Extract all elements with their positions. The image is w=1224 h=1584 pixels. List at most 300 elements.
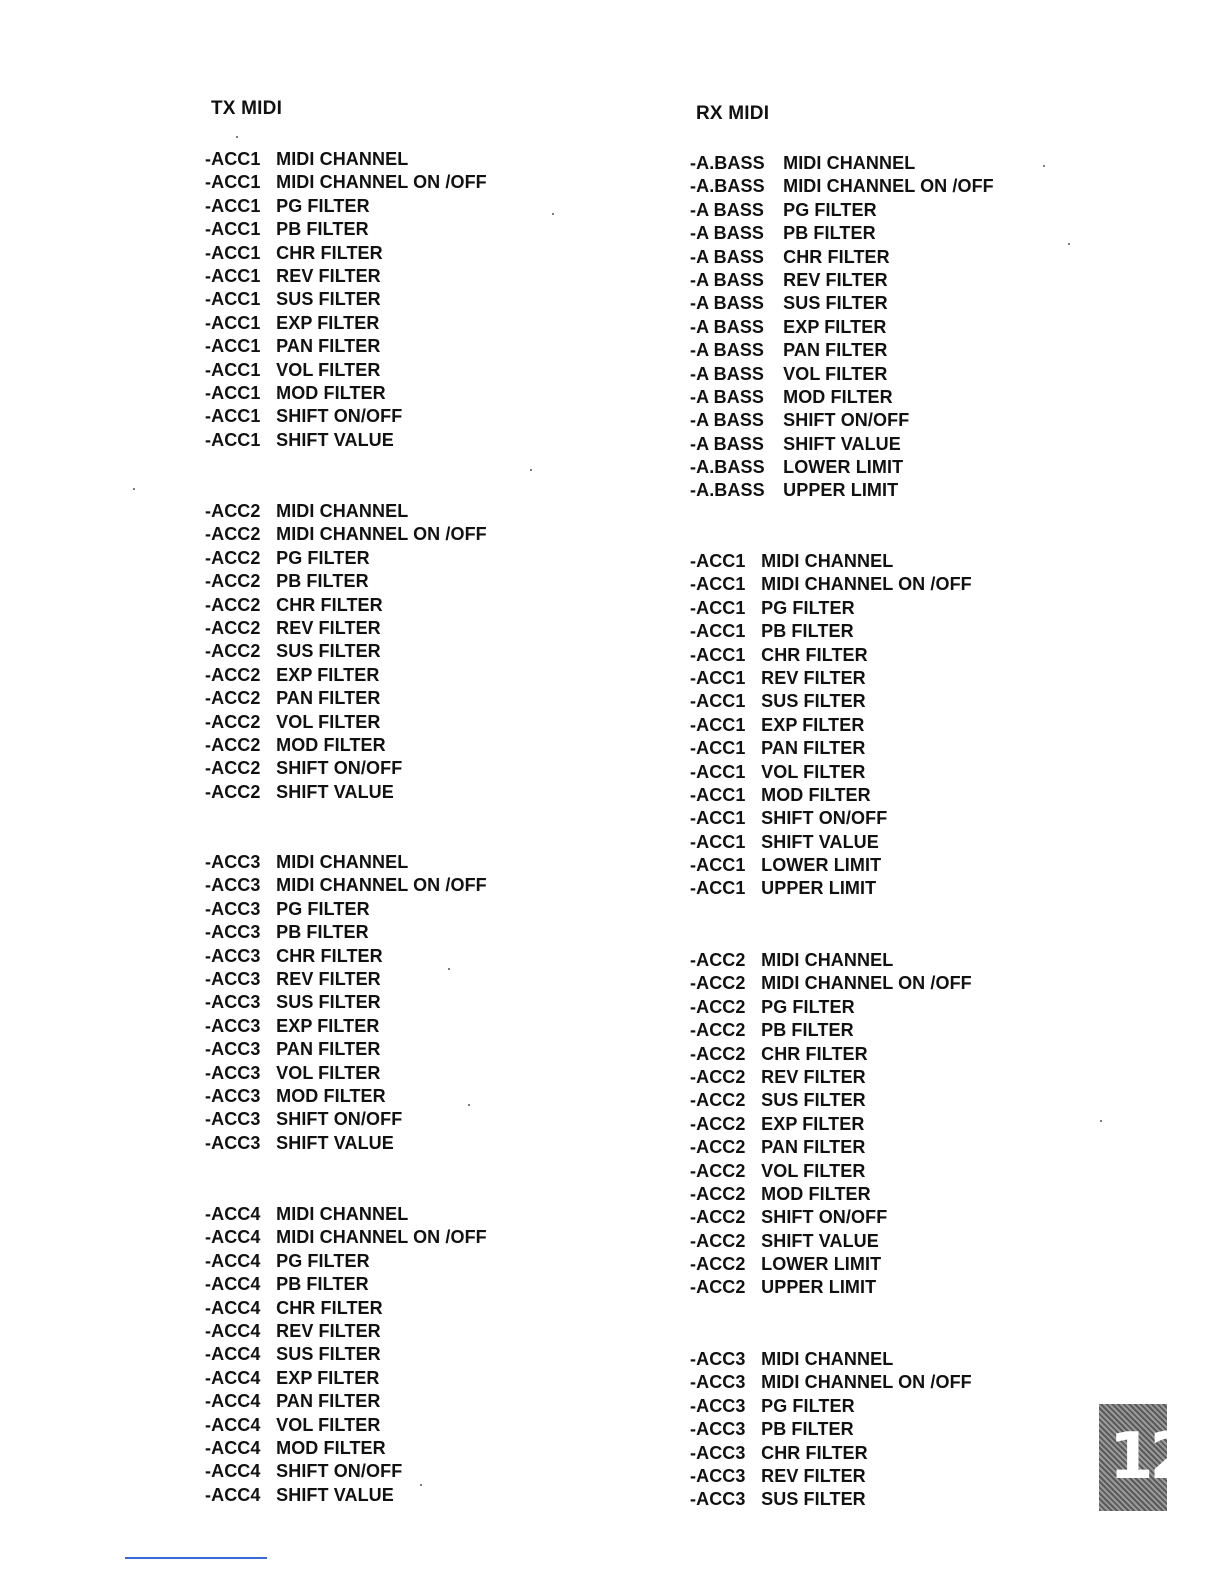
parameter-name: VOL FILTER	[276, 359, 381, 380]
parameter-name: EXP FILTER	[761, 1113, 865, 1134]
parameter-list-item	[690, 246, 994, 269]
parameter-name: PAN FILTER	[276, 688, 381, 709]
rx-group-acc3	[690, 1348, 972, 1512]
scan-speck	[552, 213, 554, 215]
parameter-part-prefix: -ACC3	[690, 1372, 746, 1393]
parameter-name: EXP FILTER	[276, 312, 380, 333]
parameter-name: PG FILTER	[761, 1395, 855, 1416]
parameter-list-item	[690, 1442, 972, 1465]
parameter-list-item	[690, 1136, 972, 1159]
parameter-list-item	[205, 664, 487, 687]
parameter-name: PB FILTER	[276, 219, 369, 240]
parameter-name: MIDI CHANNEL ON /OFF	[761, 973, 972, 994]
parameter-list-item	[205, 1250, 487, 1273]
parameter-list-item	[205, 265, 487, 288]
parameter-name: VOL FILTER	[761, 761, 866, 782]
parameter-name: SUS FILTER	[761, 1489, 866, 1510]
parameter-list-item	[690, 690, 972, 713]
parameter-part-prefix: -ACC1	[205, 359, 261, 380]
parameter-list-item	[205, 405, 487, 428]
parameter-name: MIDI CHANNEL	[276, 149, 409, 169]
parameter-name: PG FILTER	[783, 199, 877, 220]
parameter-name: SUS FILTER	[761, 691, 866, 712]
parameter-list-item	[690, 456, 994, 479]
parameter-part-prefix: -ACC2	[690, 1160, 746, 1181]
parameter-part-prefix: -ACC1	[690, 691, 746, 712]
parameter-part-prefix: -ACC3	[690, 1489, 746, 1510]
parameter-list-item	[690, 1348, 972, 1371]
parameter-name: MIDI CHANNEL	[276, 501, 409, 521]
tx-group-acc4	[205, 1203, 487, 1507]
parameter-name: CHR FILTER	[276, 594, 383, 615]
parameter-part-prefix: -A BASS	[690, 340, 765, 361]
scan-speck	[1100, 1120, 1102, 1122]
parameter-part-prefix: -ACC2	[690, 1113, 746, 1134]
parameter-part-prefix: -ACC1	[205, 289, 261, 310]
parameter-part-prefix: -ACC4	[205, 1414, 261, 1435]
parameter-part-prefix: -ACC3	[205, 852, 261, 872]
parameter-part-prefix: -ACC1	[690, 855, 746, 876]
parameter-name: MOD FILTER	[276, 382, 386, 403]
parameter-name: MIDI CHANNEL ON /OFF	[276, 172, 487, 193]
parameter-list-item	[205, 781, 487, 804]
parameter-name: PB FILTER	[276, 1274, 369, 1295]
parameter-name: UPPER LIMIT	[783, 480, 899, 501]
parameter-list-item	[690, 1066, 972, 1089]
parameter-part-prefix: -ACC3	[205, 968, 261, 989]
parameter-part-prefix: -ACC2	[205, 617, 261, 638]
parameter-name: SHIFT ON/OFF	[276, 406, 403, 427]
parameter-part-prefix: -ACC3	[690, 1419, 746, 1440]
parameter-part-prefix: -ACC3	[205, 1015, 261, 1036]
parameter-list-item	[205, 874, 487, 897]
parameter-list-item	[690, 433, 994, 456]
parameter-name: SHIFT ON/OFF	[761, 1207, 888, 1228]
parameter-name: EXP FILTER	[276, 1015, 380, 1036]
parameter-list-item	[205, 1367, 487, 1390]
parameter-name: PAN FILTER	[276, 336, 381, 357]
parameter-part-prefix: -ACC2	[205, 594, 261, 615]
parameter-list-item	[690, 854, 972, 877]
parameter-list-item	[205, 1085, 487, 1108]
parameter-part-prefix: -A BASS	[690, 316, 765, 337]
parameter-list-item	[205, 594, 487, 617]
parameter-name: REV FILTER	[761, 1465, 866, 1486]
parameter-part-prefix: -ACC1	[205, 265, 261, 286]
parameter-name: EXP FILTER	[783, 316, 887, 337]
parameter-list-item	[205, 945, 487, 968]
parameter-part-prefix: -ACC1	[205, 219, 261, 240]
parameter-part-prefix: -A BASS	[690, 363, 765, 384]
parameter-name: PAN FILTER	[761, 1137, 866, 1158]
parameter-name: PG FILTER	[276, 547, 370, 568]
footer-rule	[125, 1557, 267, 1559]
parameter-part-prefix: -ACC2	[205, 758, 261, 779]
parameter-list-item	[205, 335, 487, 358]
parameter-list-item	[205, 1297, 487, 1320]
parameter-list-item	[205, 312, 487, 335]
parameter-part-prefix: -ACC1	[205, 336, 261, 357]
parameter-name: PAN FILTER	[276, 1039, 381, 1060]
tx-group-acc3	[205, 851, 487, 1155]
scan-speck	[448, 968, 450, 970]
parameter-name: SHIFT VALUE	[276, 1484, 394, 1505]
parameter-name: SUS FILTER	[276, 1344, 381, 1365]
scan-speck	[1043, 165, 1045, 167]
parameter-part-prefix: -ACC2	[205, 664, 261, 685]
parameter-list-item	[205, 1062, 487, 1085]
parameter-part-prefix: -ACC4	[205, 1204, 261, 1224]
tx-midi-heading: TX MIDI	[211, 98, 283, 119]
parameter-name: SHIFT ON/OFF	[276, 1109, 403, 1130]
scan-speck	[1068, 243, 1070, 245]
parameter-part-prefix: -ACC2	[690, 973, 746, 994]
parameter-list-item	[690, 597, 972, 620]
parameter-list-item	[690, 1488, 972, 1511]
parameter-list-item	[690, 1113, 972, 1136]
parameter-name: EXP FILTER	[761, 714, 865, 735]
parameter-name: EXP FILTER	[276, 1367, 380, 1388]
parameter-part-prefix: -ACC2	[205, 781, 261, 802]
page-number-badge: 12	[1099, 1404, 1167, 1511]
parameter-list-item	[690, 386, 994, 409]
parameter-list-item	[690, 737, 972, 760]
parameter-part-prefix: -ACC3	[205, 898, 261, 919]
rx-group-acc2	[690, 949, 972, 1300]
parameter-list-item	[690, 409, 994, 432]
parameter-name: VOL FILTER	[783, 363, 888, 384]
parameter-name: MIDI CHANNEL	[761, 1349, 894, 1369]
parameter-part-prefix: -ACC3	[205, 945, 261, 966]
parameter-part-prefix: -ACC2	[690, 996, 746, 1017]
parameter-list-item	[205, 898, 487, 921]
parameter-name: REV FILTER	[276, 1320, 381, 1341]
parameter-name: SHIFT ON/OFF	[761, 808, 888, 829]
scan-speck	[530, 469, 532, 471]
parameter-part-prefix: -ACC1	[205, 382, 261, 403]
parameter-part-prefix: -ACC3	[205, 1109, 261, 1130]
parameter-name: CHR FILTER	[276, 945, 383, 966]
parameter-name: PG FILTER	[276, 1250, 370, 1271]
parameter-name: MOD FILTER	[761, 1183, 871, 1204]
parameter-list-item	[205, 1108, 487, 1131]
rx-group-abass	[690, 152, 994, 503]
parameter-list-item	[205, 1390, 487, 1413]
parameter-part-prefix: -ACC2	[690, 1277, 746, 1298]
parameter-list-item	[690, 714, 972, 737]
parameter-list-item	[205, 711, 487, 734]
parameter-list-item	[205, 1343, 487, 1366]
parameter-part-prefix: -ACC1	[690, 761, 746, 782]
parameter-part-prefix: -ACC1	[205, 149, 261, 169]
parameter-list-item	[690, 1276, 972, 1299]
parameter-part-prefix: -ACC1	[205, 406, 261, 427]
parameter-name: SUS FILTER	[783, 293, 888, 314]
parameter-list-item	[205, 1015, 487, 1038]
parameter-part-prefix: -ACC2	[205, 571, 261, 592]
parameter-list-item	[205, 1273, 487, 1296]
parameter-list-item	[690, 667, 972, 690]
parameter-name: MIDI CHANNEL ON /OFF	[276, 875, 487, 896]
parameter-part-prefix: -ACC2	[690, 1230, 746, 1251]
parameter-part-prefix: -ACC1	[205, 195, 261, 216]
parameter-list-item	[205, 288, 487, 311]
parameter-part-prefix: -ACC2	[690, 1254, 746, 1275]
parameter-list-item	[205, 1437, 487, 1460]
parameter-part-prefix: -ACC3	[690, 1465, 746, 1486]
parameter-list-item	[205, 1226, 487, 1249]
parameter-name: PG FILTER	[276, 195, 370, 216]
parameter-part-prefix: -ACC2	[205, 641, 261, 662]
parameter-list-item	[205, 1320, 487, 1343]
parameter-list-item	[205, 1038, 487, 1061]
parameter-part-prefix: -ACC2	[690, 1207, 746, 1228]
parameter-part-prefix: -A.BASS	[690, 480, 765, 501]
parameter-name: SHIFT ON/OFF	[276, 758, 403, 779]
parameter-list-item	[690, 1253, 972, 1276]
parameter-name: REV FILTER	[783, 269, 888, 290]
parameter-name: MIDI CHANNEL ON /OFF	[276, 1227, 487, 1248]
parameter-name: SUS FILTER	[276, 289, 381, 310]
parameter-name: VOL FILTER	[276, 711, 381, 732]
parameter-list-item	[690, 1465, 972, 1488]
parameter-name: CHR FILTER	[761, 644, 868, 665]
parameter-part-prefix: -ACC3	[690, 1395, 746, 1416]
parameter-part-prefix: -ACC2	[690, 1020, 746, 1041]
parameter-name: LOWER LIMIT	[761, 1254, 882, 1275]
parameter-list-item	[690, 1371, 972, 1394]
parameter-list-item	[690, 784, 972, 807]
parameter-list-item	[205, 359, 487, 382]
parameter-list-item	[205, 617, 487, 640]
parameter-part-prefix: -ACC4	[205, 1461, 261, 1482]
parameter-list-item	[205, 1414, 487, 1437]
parameter-part-prefix: -ACC1	[690, 878, 746, 899]
parameter-part-prefix: -ACC2	[690, 1183, 746, 1204]
parameter-list-item	[690, 269, 994, 292]
parameter-list-item	[690, 761, 972, 784]
parameter-part-prefix: -ACC4	[205, 1344, 261, 1365]
rx-group-acc1	[690, 550, 972, 901]
parameter-name: PAN FILTER	[761, 738, 866, 759]
parameter-part-prefix: -ACC4	[205, 1437, 261, 1458]
parameter-list-item	[205, 991, 487, 1014]
parameter-list-item	[205, 195, 487, 218]
parameter-part-prefix: -ACC1	[205, 429, 261, 450]
parameter-list-item	[690, 222, 994, 245]
parameter-list-item	[690, 620, 972, 643]
parameter-list-item	[205, 757, 487, 780]
parameter-list-item	[690, 972, 972, 995]
parameter-part-prefix: -ACC1	[690, 738, 746, 759]
parameter-list-item	[690, 292, 994, 315]
parameter-name: REV FILTER	[276, 617, 381, 638]
parameter-part-prefix: -ACC3	[205, 1132, 261, 1153]
parameter-name: PB FILTER	[761, 1020, 854, 1041]
parameter-part-prefix: -A BASS	[690, 269, 765, 290]
scan-speck	[468, 1104, 470, 1106]
parameter-name: CHR FILTER	[761, 1043, 868, 1064]
parameter-name: SHIFT VALUE	[761, 831, 879, 852]
parameter-name: EXP FILTER	[276, 664, 380, 685]
parameter-name: PAN FILTER	[783, 340, 888, 361]
parameter-name: REV FILTER	[761, 1066, 866, 1087]
parameter-name: PB FILTER	[276, 922, 369, 943]
parameter-list-item	[690, 877, 972, 900]
parameter-part-prefix: -A.BASS	[690, 457, 765, 478]
parameter-name: MOD FILTER	[761, 784, 871, 805]
scan-speck	[420, 1484, 422, 1486]
parameter-part-prefix: -ACC2	[690, 1090, 746, 1111]
parameter-name: LOWER LIMIT	[783, 457, 904, 478]
parameter-part-prefix: -ACC2	[690, 950, 746, 970]
parameter-list-item	[690, 1089, 972, 1112]
parameter-part-prefix: -ACC1	[205, 312, 261, 333]
parameter-name: PG FILTER	[761, 996, 855, 1017]
parameter-list-item	[690, 1019, 972, 1042]
parameter-list-item	[205, 218, 487, 241]
parameter-name: CHR FILTER	[276, 242, 383, 263]
parameter-part-prefix: -ACC2	[205, 688, 261, 709]
parameter-list-item	[690, 1230, 972, 1253]
parameter-name: PB FILTER	[761, 1419, 854, 1440]
parameter-name: SHIFT VALUE	[276, 1132, 394, 1153]
parameter-list-item	[205, 547, 487, 570]
parameter-part-prefix: -ACC2	[205, 524, 261, 545]
parameter-part-prefix: -ACC4	[205, 1367, 261, 1388]
parameter-name: UPPER LIMIT	[761, 1277, 877, 1298]
scan-speck	[236, 136, 238, 138]
parameter-name: MIDI CHANNEL	[276, 852, 409, 872]
parameter-name: MIDI CHANNEL ON /OFF	[761, 1372, 972, 1393]
parameter-name: MIDI CHANNEL	[761, 950, 894, 970]
parameter-part-prefix: -ACC1	[690, 831, 746, 852]
parameter-name: MOD FILTER	[276, 734, 386, 755]
parameter-part-prefix: -ACC4	[205, 1250, 261, 1271]
parameter-part-prefix: -ACC1	[690, 644, 746, 665]
parameter-name: MIDI CHANNEL	[761, 551, 894, 571]
parameter-part-prefix: -ACC3	[205, 1085, 261, 1106]
parameter-name: UPPER LIMIT	[761, 878, 877, 899]
parameter-list-item	[690, 339, 994, 362]
parameter-part-prefix: -ACC3	[690, 1349, 746, 1369]
parameter-name: CHR FILTER	[783, 246, 890, 267]
parameter-part-prefix: -ACC4	[205, 1297, 261, 1318]
parameter-list-item	[205, 1203, 487, 1226]
parameter-list-item	[205, 851, 487, 874]
parameter-list-item	[205, 242, 487, 265]
parameter-part-prefix: -ACC3	[205, 1039, 261, 1060]
parameter-list-item	[205, 1460, 487, 1483]
parameter-part-prefix: -ACC2	[205, 711, 261, 732]
parameter-part-prefix: -ACC4	[205, 1391, 261, 1412]
parameter-name: SUS FILTER	[276, 641, 381, 662]
parameter-name: PG FILTER	[276, 898, 370, 919]
parameter-list-item	[205, 171, 487, 194]
parameter-name: MOD FILTER	[783, 386, 893, 407]
parameter-part-prefix: -ACC1	[690, 621, 746, 642]
parameter-part-prefix: -ACC2	[205, 547, 261, 568]
tx-group-acc1	[205, 148, 487, 452]
parameter-part-prefix: -A BASS	[690, 199, 765, 220]
parameter-list-item	[205, 500, 487, 523]
parameter-list-item	[690, 175, 994, 198]
parameter-part-prefix: -ACC1	[690, 574, 746, 595]
parameter-list-item	[205, 429, 487, 452]
parameter-part-prefix: -ACC1	[690, 667, 746, 688]
rx-midi-heading: RX MIDI	[696, 103, 770, 124]
parameter-list-item	[205, 1132, 487, 1155]
parameter-name: VOL FILTER	[276, 1062, 381, 1083]
parameter-part-prefix: -ACC1	[690, 597, 746, 618]
parameter-list-item	[205, 382, 487, 405]
parameter-name: MIDI CHANNEL	[783, 153, 916, 173]
parameter-part-prefix: -ACC3	[690, 1442, 746, 1463]
parameter-part-prefix: -ACC2	[205, 734, 261, 755]
parameter-part-prefix: -ACC4	[205, 1484, 261, 1505]
parameter-name: REV FILTER	[761, 667, 866, 688]
parameter-name: SHIFT ON/OFF	[783, 410, 910, 431]
parameter-part-prefix: -ACC4	[205, 1274, 261, 1295]
parameter-part-prefix: -ACC1	[205, 242, 261, 263]
parameter-name: PB FILTER	[783, 223, 876, 244]
parameter-part-prefix: -ACC4	[205, 1320, 261, 1341]
parameter-list-item	[690, 1395, 972, 1418]
parameter-name: SHIFT VALUE	[276, 781, 394, 802]
parameter-list-item	[690, 996, 972, 1019]
parameter-name: LOWER LIMIT	[761, 855, 882, 876]
parameter-name: PB FILTER	[276, 571, 369, 592]
parameter-list-item	[690, 1043, 972, 1066]
parameter-part-prefix: -ACC2	[690, 1137, 746, 1158]
parameter-part-prefix: -ACC4	[205, 1227, 261, 1248]
parameter-part-prefix: -ACC1	[690, 808, 746, 829]
parameter-list-item	[690, 949, 972, 972]
parameter-part-prefix: -ACC2	[205, 501, 261, 521]
parameter-list-item	[205, 570, 487, 593]
parameter-part-prefix: -A BASS	[690, 410, 765, 431]
parameter-list-item	[205, 1484, 487, 1507]
parameter-list-item	[690, 550, 972, 573]
parameter-name: MIDI CHANNEL ON /OFF	[276, 524, 487, 545]
parameter-list-item	[690, 479, 994, 502]
parameter-part-prefix: -ACC3	[205, 875, 261, 896]
parameter-part-prefix: -A BASS	[690, 293, 765, 314]
parameter-part-prefix: -A BASS	[690, 223, 765, 244]
parameter-name: VOL FILTER	[276, 1414, 381, 1435]
parameter-part-prefix: -A.BASS	[690, 176, 765, 197]
parameter-part-prefix: -A BASS	[690, 246, 765, 267]
scan-speck	[133, 488, 135, 490]
parameter-name: MIDI CHANNEL ON /OFF	[783, 176, 994, 197]
parameter-list-item	[205, 687, 487, 710]
parameter-name: PB FILTER	[761, 621, 854, 642]
parameter-list-item	[690, 1183, 972, 1206]
parameter-list-item	[690, 363, 994, 386]
parameter-list-item	[690, 199, 994, 222]
parameter-name: CHR FILTER	[276, 1297, 383, 1318]
parameter-list-item	[205, 640, 487, 663]
parameter-list-item	[690, 573, 972, 596]
parameter-part-prefix: -ACC1	[690, 784, 746, 805]
parameter-name: PAN FILTER	[276, 1391, 381, 1412]
parameter-part-prefix: -ACC1	[205, 172, 261, 193]
parameter-part-prefix: -ACC2	[690, 1066, 746, 1087]
parameter-name: VOL FILTER	[761, 1160, 866, 1181]
parameter-list-item	[205, 734, 487, 757]
parameter-list-item	[205, 921, 487, 944]
parameter-part-prefix: -ACC3	[205, 1062, 261, 1083]
